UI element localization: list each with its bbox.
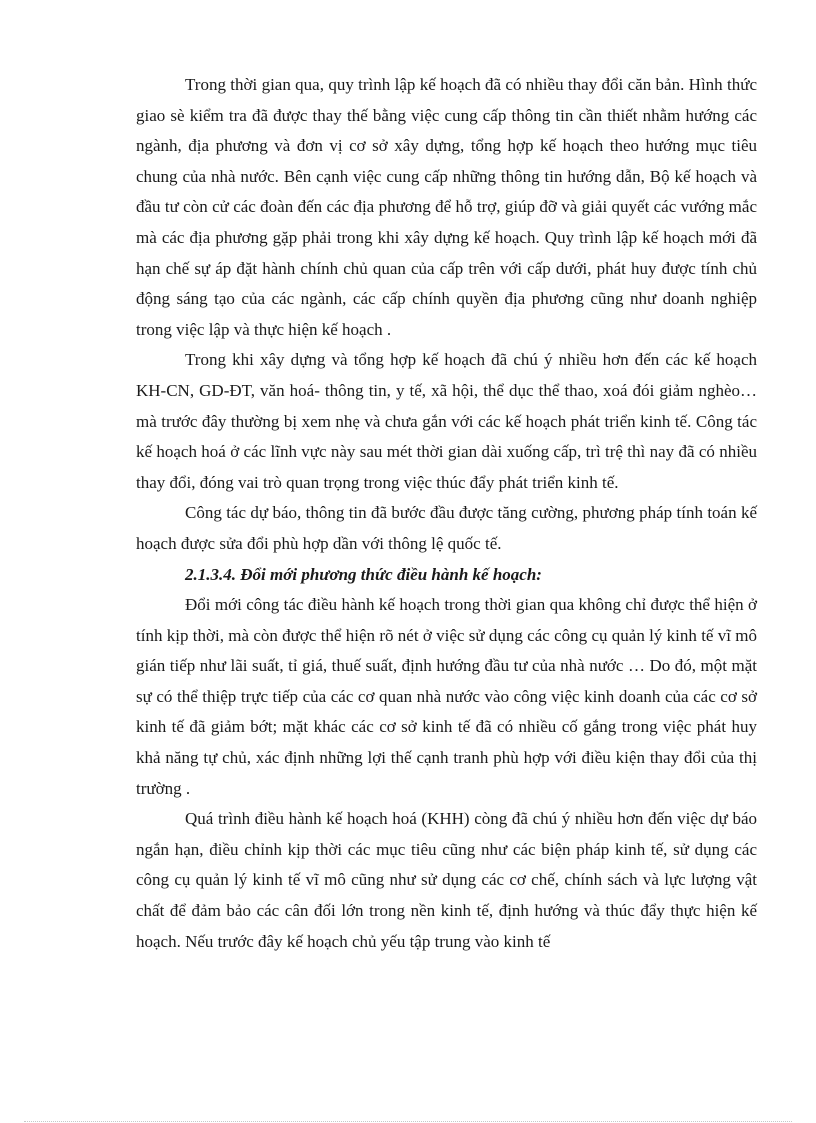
paragraph-management-reform: Đổi mới công tác điều hành kế hoạch trong thời gian qua không chỉ được thể hiện ở tính kịp thời, mà còn được thể hiện rõ nét ở việc sử dụng các công cụ quản lý kinh tế vĩ mô gián tiếp như lãi suất, tỉ giá, thuế suất, định hướng đầu tư của nhà nước … Do đó, một mặt sự có thể thiệp trực tiếp của các cơ quan nhà nước vào công việc kinh doanh của các cơ sở kinh tế đã giảm bớt; mặt khác các cơ sở kinh tế đã có nhiều cố gắng trong việc phát huy khả năng tự chủ, xác định những lợi thế cạnh tranh phù hợp với điều kiện thay đổi của thị trường . xyxy=(136,595,757,798)
paragraph-social-plans: Trong khi xây dựng và tổng hợp kế hoạch đã chú ý nhiều hơn đến các kế hoạch KH-CN, GD-ĐT, văn hoá- thông tin, y tế, xã hội, thể dục thể thao, xoá đói giảm nghèo… mà trước đây thường bị xem nhẹ và chưa gắn với các kế hoạch phát triển kinh tế. Công tác kế hoạch hoá ở các lĩnh vực này sau mét thời gian dài xuống cấp, trì trệ thì nay đã có nhiều thay đổi, đóng vai trò quan trọng trong việc thúc đẩy phát triển kinh tế. xyxy=(136,350,757,492)
paragraph-planning-process: Trong thời gian qua, quy trình lập kế hoạch đã có nhiều thay đổi căn bản. Hình thức giao sè kiểm tra đã được thay thế bằng việc cung cấp thông tin cần thiết nhằm hướng các ngành, địa phương và đơn vị cơ sở xây dựng, tổng hợp kế hoạch theo hướng mục tiêu chung của nhà nước. Bên cạnh việc cung cấp những thông tin hướng dẫn, Bộ kế hoạch và đầu tư còn cử các đoàn đến các địa phương để hỗ trợ, giúp đỡ và giải quyết các vướng mắc mà các địa phương gặp phải trong khi xây dựng kế hoạch. Quy trình lập kế hoạch mới đã hạn chế sự áp đặt hành chính chủ quan của cấp trên với cấp dưới, phát huy được tính chủ động sáng tạo của các ngành, các cấp chính quyền địa phương cũng như doanh nghiệp trong việc lập và thực hiện kế hoạch . xyxy=(136,75,757,339)
paragraph-forecasting: Công tác dự báo, thông tin đã bước đầu được tăng cường, phương pháp tính toán kế hoạch được sửa đổi phù hợp dần với thông lệ quốc tế. xyxy=(136,503,757,553)
section-heading: 2.1.3.4. Đổi mới phương thức điều hành kế hoạch: xyxy=(185,564,542,584)
page-bottom-divider xyxy=(24,1121,792,1122)
paragraph-khh-process: Quá trình điều hành kế hoạch hoá (KHH) còng đã chú ý nhiều hơn đến việc dự báo ngắn hạn, điều chỉnh kịp thời các mục tiêu cũng như các biện pháp kinh tế, sử dụng các công cụ quản lý kinh tế vĩ mô cũng như sử dụng các cơ chế, chính sách và lực lượng vật chất để đảm bảo các cân đối lớn trong nền kinh tế, định hướng và thúc đẩy thực hiện kế hoạch. Nếu trước đây kế hoạch chủ yếu tập trung vào kinh tế xyxy=(136,809,757,951)
document-page xyxy=(136,70,757,957)
